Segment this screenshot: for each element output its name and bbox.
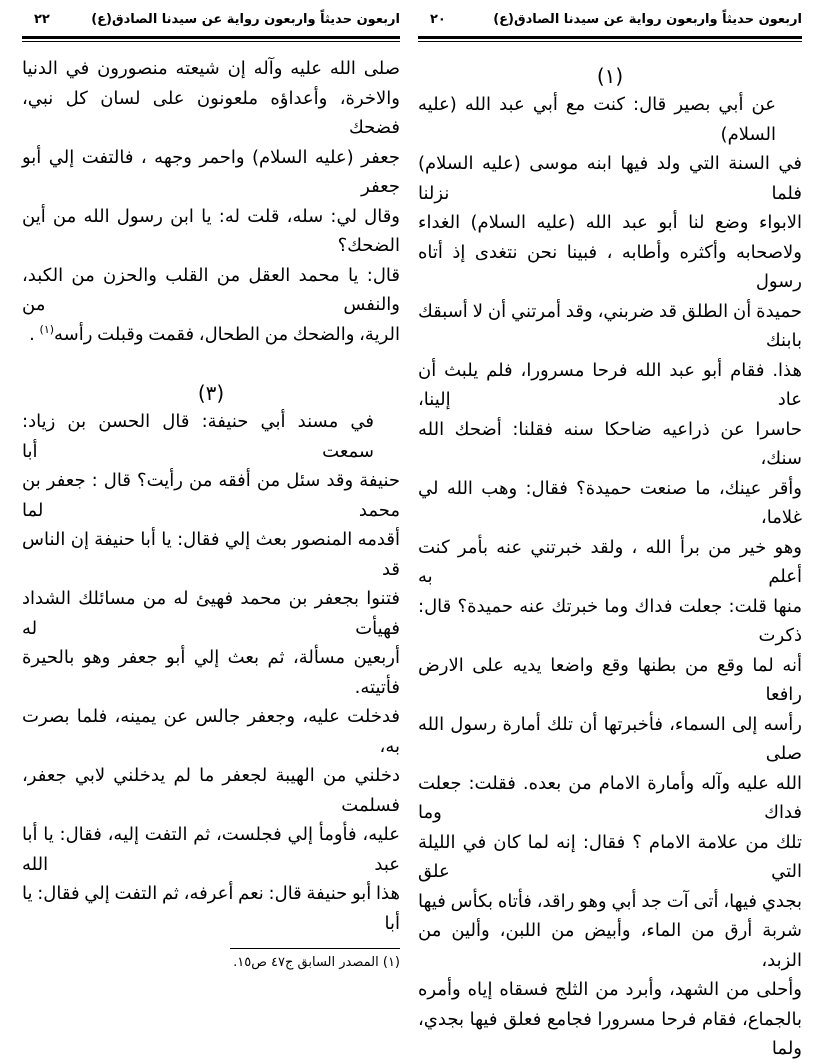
text-line: منها قلت: جعلت فداك وما خبرتك عنه حميدة؟ قال: ذكرت (418, 595, 802, 646)
text-line: رأسه إلى السماء، فأخبرتها أن تلك أمارة رسول الله صلى (418, 713, 802, 764)
text-line: حاسرا عن ذراعيه ضاحكا سنه فقلنا: أضحك الله سنك، (418, 418, 802, 469)
header-rule-thin (418, 41, 802, 42)
text-line: أقدمه المنصور بعث إلي فقال: يا أبا حنيفة إن الناس قد (22, 529, 400, 580)
text-line (22, 320, 400, 350)
text-line-content: الرية، والضحك من الطحال، فقمت وقبلت رأسه (54, 323, 400, 345)
text-line: وقال لي: سله، قلت له: يا ابن رسول الله من أين الضحك؟ (22, 205, 400, 256)
text-line: في السنة التي ولد فيها ابنه موسى (عليه السلام) فلما نزلنا (418, 153, 802, 204)
text-line: وأقر عينك، ما صنعت حميدة؟ فقال: وهب الله لي غلاما، (418, 477, 802, 528)
header-rule (22, 36, 400, 39)
page-header (22, 0, 400, 36)
header-rule (418, 36, 802, 39)
text-line: حميدة أن الطلق قد ضربني، وقد أمرتني أن لا أسبقك بابنك (418, 300, 802, 351)
text-line: في مسند أبي حنيفة: قال الحسن بن زياد: سمعت أبا (22, 411, 374, 462)
text-line: هذا أبو حنيفة قال: نعم أعرفه، ثم التفت إلي فقال: يا أبا (22, 883, 400, 934)
header-rule-thin (22, 41, 400, 42)
text-line: عليه، فأومأ إلي فجلست، ثم التفت إليه، فقال: يا أبا عبد الله (22, 824, 400, 875)
text-line: صلى الله عليه وآله إن شيعته منصورون في الدنيا (22, 58, 400, 79)
text-line: جعفر (عليه السلام) واحمر وجهه ، فالتفت إلي أبو جعفر (22, 146, 400, 197)
footnote-ref: (١) (39, 322, 55, 336)
text-line: ولاصحابه وأكثره وأطابه ، فبينا نحن نتغدى إذ أتاه رسول (418, 241, 802, 292)
text-line: بجدي فيها، أتى آت جد أبي وهو راقد، فأتاه بكأس فيها (418, 890, 802, 912)
left-page (22, 0, 400, 970)
page-header (418, 0, 802, 36)
footnote-rule (230, 948, 400, 949)
text-block (22, 54, 400, 349)
section-heading: (٣) (197, 381, 225, 405)
text-line: بالجماع، فقام فرحا مسرورا فجامع فعلق فيها بجدي، ولما (418, 1008, 802, 1059)
text-line: فدخلت عليه، وجعفر جالس عن يمينه، فلما بصرت به، (22, 706, 400, 757)
text-line: تلك من علامة الامام ؟ فقال: إنه لما كان في الليلة التي علق (418, 831, 802, 882)
text-line: شربة أرق من الماء، وأبيض من اللبن، وألين من الزبد، (418, 920, 802, 971)
text-block (22, 407, 400, 938)
right-page (418, 0, 802, 1064)
text-line: دخلني من الهيبة لجعفر ما لم يدخلني لابي جعفر، فسلمت (22, 765, 400, 816)
end-period: . (29, 323, 40, 345)
text-line: وأحلى من الشهد، وأبرد من الثلج فسقاه إياه وأمره (418, 979, 802, 1000)
text-line: أربعين مسألة، ثم بعث إلي أبو جعفر وهو بالحيرة فأتيته. (22, 647, 400, 698)
page-number: ٢٠ (430, 12, 446, 27)
text-block (418, 90, 802, 1064)
text-line: أنه لما وقع من بطنها وقع واضعا يديه على الارض رافعا (418, 654, 802, 705)
section-heading: (١) (596, 64, 624, 88)
text-line: وهو خير من برأ الله ، ولقد خبرتني عنه بأمر كنت أعلم به (418, 536, 802, 587)
header-title: اربعون حديثاً واربعون رواية عن سيدنا الصادق(ع) (91, 12, 400, 27)
footnote: (١) المصدر السابق ج٤٧ ص١٥. (233, 955, 400, 970)
text-line: حنيفة وقد سئل من أفقه من رأيت؟ قال : جعفر بن محمد لما (22, 470, 400, 521)
page-number: ٢٢ (34, 12, 50, 27)
text-line: الله عليه وآله وأمارة الامام من بعده. فقلت: جعلت فداك وما (418, 772, 802, 823)
text-line: فتنوا بجعفر بن محمد فهيئ له من مسائلك الشداد فهيأت له (22, 588, 400, 639)
text-line: قال: يا محمد العقل من القلب والحزن من الكبد، والنفس من (22, 264, 400, 315)
text-line: عن أبي بصير قال: كنت مع أبي عبد الله (عليه السلام) (418, 94, 776, 145)
text-line: الابواء وضع لنا أبو عبد الله (عليه السلام) الغداء (418, 212, 802, 233)
text-line: والاخرة، وأعداؤه ملعونون على لسان كل نبي، فضحك (22, 87, 400, 138)
text-line: هذا. فقام أبو عبد الله فرحا مسرورا، فلم يلبث أن عاد إلينا، (418, 359, 802, 410)
header-title: اربعون حديثاً واربعون رواية عن سيدنا الصادق(ع) (493, 12, 802, 27)
